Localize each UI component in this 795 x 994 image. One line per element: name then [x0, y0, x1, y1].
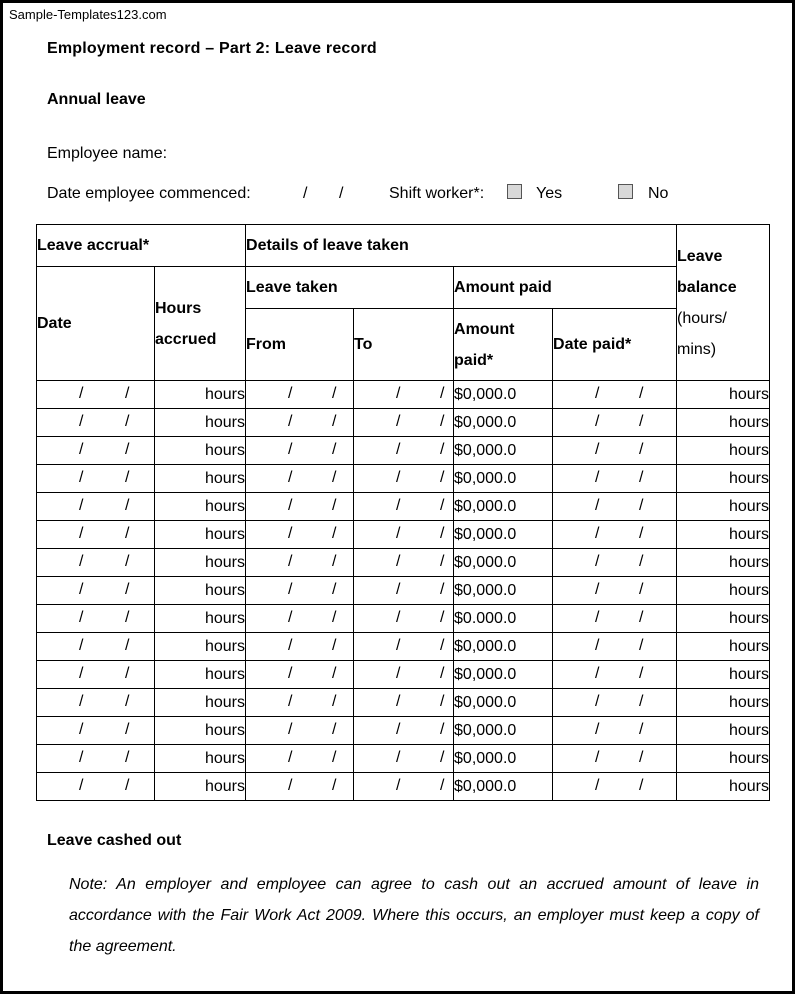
cell-to-value: / — [396, 609, 401, 626]
header-leave-balance-label: Leave balance — [677, 247, 737, 296]
cell-from-value: / — [288, 637, 293, 654]
cell-date-paid[interactable] — [553, 577, 677, 605]
cell-from[interactable] — [246, 577, 354, 605]
cell-from[interactable] — [246, 437, 354, 465]
cell-from-value: / — [288, 721, 293, 738]
cell-leave-balance[interactable]: hours — [677, 493, 770, 521]
date-slash: / — [332, 553, 337, 570]
shift-worker-no-checkbox[interactable] — [618, 184, 633, 199]
header-leave-taken: Leave taken — [246, 267, 454, 309]
date-slash: / — [125, 721, 130, 738]
header-amount-paid-group: Amount paid — [454, 267, 677, 309]
date-slash: / — [125, 581, 130, 598]
cell-to-value: / — [396, 777, 401, 794]
date-slash: / — [125, 637, 130, 654]
table-row — [37, 549, 770, 577]
date-slash: / — [125, 441, 130, 458]
date-slash: / — [125, 385, 130, 402]
table-row — [37, 409, 770, 437]
date-slash: / — [440, 637, 445, 654]
cell-date[interactable] — [37, 493, 155, 521]
cell-from-value: / — [288, 693, 293, 710]
date-slash: / — [639, 581, 644, 598]
cell-to-value: / — [396, 497, 401, 514]
cell-hours-accrued[interactable]: hours — [155, 465, 246, 493]
cell-date-paid[interactable] — [553, 493, 677, 521]
cell-to[interactable] — [354, 773, 454, 801]
date-slash: / — [332, 721, 337, 738]
cell-date-value: / — [79, 665, 84, 682]
date-slash: / — [440, 777, 445, 794]
cell-hours-accrued[interactable]: hours — [155, 605, 246, 633]
date-slash: / — [125, 413, 130, 430]
cell-date-paid[interactable] — [553, 409, 677, 437]
cell-amount-paid[interactable]: $0,000.0 — [454, 437, 553, 465]
date-slash: / — [639, 721, 644, 738]
cell-leave-balance[interactable]: hours — [677, 549, 770, 577]
cell-to-value: / — [396, 665, 401, 682]
cell-date-value: / — [79, 609, 84, 626]
cell-leave-balance[interactable]: hours — [677, 605, 770, 633]
cell-hours-accrued[interactable]: hours — [155, 661, 246, 689]
cell-date-paid-value: / — [595, 441, 600, 458]
cell-date-paid[interactable] — [553, 521, 677, 549]
cell-date[interactable] — [37, 605, 155, 633]
cell-date-value: / — [79, 385, 84, 402]
cell-date-value: / — [79, 497, 84, 514]
cell-from-value: / — [288, 553, 293, 570]
date-slash: / — [639, 469, 644, 486]
table-row — [37, 689, 770, 717]
cell-amount-paid[interactable]: $0,000.0 — [454, 745, 553, 773]
cell-amount-paid[interactable]: $0,000.0 — [454, 717, 553, 745]
table-row — [37, 717, 770, 745]
cell-date[interactable] — [37, 577, 155, 605]
page-title: Employment record – Part 2: Leave record — [47, 40, 377, 57]
cell-from[interactable] — [246, 633, 354, 661]
cell-date[interactable] — [37, 465, 155, 493]
cell-from[interactable] — [246, 661, 354, 689]
date-slash: / — [440, 693, 445, 710]
cell-date-paid-value: / — [595, 637, 600, 654]
cell-amount-paid[interactable]: $0,000.0 — [454, 773, 553, 801]
date-slash: / — [332, 441, 337, 458]
date-slash: / — [639, 525, 644, 542]
cell-amount-paid[interactable]: $0,000.0 — [454, 633, 553, 661]
cell-date[interactable] — [37, 521, 155, 549]
cell-date-paid-value: / — [595, 525, 600, 542]
cell-hours-accrued[interactable]: hours — [155, 745, 246, 773]
date-slash: / — [639, 637, 644, 654]
table-row — [37, 437, 770, 465]
cell-leave-balance[interactable]: hours — [677, 437, 770, 465]
cell-date[interactable] — [37, 745, 155, 773]
cell-hours-accrued[interactable]: hours — [155, 549, 246, 577]
cell-leave-balance[interactable]: hours — [677, 521, 770, 549]
cell-from[interactable] — [246, 717, 354, 745]
shift-worker-yes-checkbox[interactable] — [507, 184, 522, 199]
cell-amount-paid[interactable]: $0,000.0 — [454, 493, 553, 521]
header-date: Date — [37, 267, 155, 381]
date-slash: / — [332, 693, 337, 710]
cell-from[interactable] — [246, 409, 354, 437]
cell-date-paid-value: / — [595, 749, 600, 766]
section-heading-annual-leave: Annual leave — [47, 91, 146, 108]
cell-from-value: / — [288, 525, 293, 542]
cell-to[interactable] — [354, 605, 454, 633]
cell-hours-accrued[interactable]: hours — [155, 381, 246, 409]
header-hours-accrued: Hours accrued — [155, 267, 246, 381]
cell-date-paid[interactable] — [553, 549, 677, 577]
cell-to[interactable] — [354, 577, 454, 605]
header-leave-balance — [677, 225, 770, 381]
shift-worker-yes-label: Yes — [536, 185, 563, 202]
cell-hours-accrued[interactable]: hours — [155, 689, 246, 717]
cell-date[interactable] — [37, 633, 155, 661]
cell-from[interactable] — [246, 521, 354, 549]
cell-date-paid-value: / — [595, 413, 600, 430]
cell-to[interactable] — [354, 661, 454, 689]
date-slash: / — [332, 581, 337, 598]
date-slash: / — [639, 749, 644, 766]
header-amount-paid: Amount paid* — [454, 309, 553, 381]
cell-date-value: / — [79, 721, 84, 738]
date-slash: / — [639, 665, 644, 682]
date-slash: / — [440, 385, 445, 402]
cell-hours-accrued[interactable]: hours — [155, 577, 246, 605]
cell-from[interactable] — [246, 493, 354, 521]
cell-date-paid[interactable] — [553, 437, 677, 465]
cell-hours-accrued[interactable]: hours — [155, 409, 246, 437]
date-slash: / — [440, 609, 445, 626]
table-row — [37, 577, 770, 605]
cell-leave-balance[interactable]: hours — [677, 689, 770, 717]
date-slash: / — [125, 749, 130, 766]
date-slash: / — [332, 525, 337, 542]
shift-worker-no-label: No — [648, 185, 669, 202]
cell-date[interactable] — [37, 437, 155, 465]
cell-to-value: / — [396, 693, 401, 710]
cell-from-value: / — [288, 749, 293, 766]
date-commenced-label: Date employee commenced: — [47, 185, 251, 202]
cell-from-value: / — [288, 581, 293, 598]
cell-date[interactable] — [37, 689, 155, 717]
date-slash: / — [125, 609, 130, 626]
cell-hours-accrued[interactable]: hours — [155, 521, 246, 549]
date-slash: / — [332, 497, 337, 514]
cell-to-value: / — [396, 441, 401, 458]
table-row — [37, 465, 770, 493]
cell-to-value: / — [396, 469, 401, 486]
cell-from-value: / — [288, 385, 293, 402]
date-slash: / — [332, 469, 337, 486]
header-to: To — [354, 309, 454, 381]
date-slash: / — [639, 441, 644, 458]
cell-date-paid[interactable] — [553, 717, 677, 745]
date-slash: / — [639, 385, 644, 402]
cell-to[interactable] — [354, 549, 454, 577]
cell-to-value: / — [396, 581, 401, 598]
cell-to[interactable] — [354, 409, 454, 437]
cell-from[interactable] — [246, 549, 354, 577]
date-slash: / — [440, 525, 445, 542]
cell-from[interactable] — [246, 773, 354, 801]
table-row — [37, 773, 770, 801]
cell-date-paid[interactable] — [553, 465, 677, 493]
cell-amount-paid[interactable]: $0,000.0 — [454, 465, 553, 493]
cell-from[interactable] — [246, 381, 354, 409]
cell-to[interactable] — [354, 381, 454, 409]
cell-date-paid[interactable] — [553, 605, 677, 633]
cell-to-value: / — [396, 553, 401, 570]
cell-to-value: / — [396, 721, 401, 738]
cell-leave-balance[interactable]: hours — [677, 381, 770, 409]
cell-date-paid-value: / — [595, 385, 600, 402]
table-row — [37, 633, 770, 661]
cell-leave-balance[interactable]: hours — [677, 745, 770, 773]
cell-date-value: / — [79, 749, 84, 766]
header-details-of-leave-taken: Details of leave taken — [246, 225, 677, 267]
date-slash: / — [639, 777, 644, 794]
header-from: From — [246, 309, 354, 381]
cell-date[interactable] — [37, 717, 155, 745]
date-slash: / — [639, 553, 644, 570]
cell-to[interactable] — [354, 437, 454, 465]
cell-date-value: / — [79, 413, 84, 430]
cell-date[interactable] — [37, 409, 155, 437]
table-row — [37, 745, 770, 773]
date-slash: / — [125, 553, 130, 570]
date-slash: / — [440, 441, 445, 458]
cell-to-value: / — [396, 385, 401, 402]
date-slash: / — [332, 665, 337, 682]
date-slash: / — [125, 777, 130, 794]
date-slash: / — [440, 469, 445, 486]
cell-date-paid[interactable] — [553, 689, 677, 717]
table-row — [37, 521, 770, 549]
cell-from-value: / — [288, 777, 293, 794]
cell-from-value: / — [288, 469, 293, 486]
header-leave-accrual: Leave accrual* — [37, 225, 246, 267]
cell-date-value: / — [79, 553, 84, 570]
cell-to[interactable] — [354, 689, 454, 717]
date-slash: / — [639, 497, 644, 514]
date-slash: / — [332, 385, 337, 402]
date-slash: / — [125, 665, 130, 682]
cell-date-paid[interactable] — [553, 661, 677, 689]
cell-date-paid-value: / — [595, 693, 600, 710]
cell-to[interactable] — [354, 745, 454, 773]
cell-to[interactable] — [354, 633, 454, 661]
cell-amount-paid[interactable]: $0,000.0 — [454, 577, 553, 605]
cell-date-paid-value: / — [595, 469, 600, 486]
cell-date-paid-value: / — [595, 609, 600, 626]
cell-date-paid-value: / — [595, 721, 600, 738]
table-row — [37, 661, 770, 689]
cell-date-paid[interactable] — [553, 773, 677, 801]
cell-to[interactable] — [354, 521, 454, 549]
cell-amount-paid[interactable]: $0,000.0 — [454, 549, 553, 577]
cell-from[interactable] — [246, 605, 354, 633]
cell-date-paid[interactable] — [553, 745, 677, 773]
date-slash: / — [440, 581, 445, 598]
date-slash: / — [639, 609, 644, 626]
date-slash: / — [332, 637, 337, 654]
cell-leave-balance[interactable]: hours — [677, 661, 770, 689]
cell-date-value: / — [79, 637, 84, 654]
cell-from-value: / — [288, 441, 293, 458]
cell-date[interactable] — [37, 381, 155, 409]
date-slash: / — [332, 609, 337, 626]
cell-date-value: / — [79, 469, 84, 486]
cell-amount-paid[interactable]: $0,000.0 — [454, 409, 553, 437]
date-slash: / — [440, 553, 445, 570]
cell-date-value: / — [79, 525, 84, 542]
cell-from-value: / — [288, 497, 293, 514]
cell-from[interactable] — [246, 465, 354, 493]
date-slash: / — [440, 721, 445, 738]
section-heading-leave-cashed-out: Leave cashed out — [47, 832, 182, 849]
cell-amount-paid[interactable]: $0,000.0 — [454, 689, 553, 717]
employee-name-label: Employee name: — [47, 145, 168, 162]
table-row — [37, 605, 770, 633]
date-slash: / — [332, 413, 337, 430]
cell-date-paid[interactable] — [553, 381, 677, 409]
cell-to-value: / — [396, 749, 401, 766]
cell-leave-balance[interactable]: hours — [677, 633, 770, 661]
shift-worker-label: Shift worker*: — [389, 185, 485, 202]
cell-hours-accrued[interactable]: hours — [155, 493, 246, 521]
header-leave-balance-unit: (hours/ mins) — [677, 309, 727, 358]
date-slash: / — [639, 413, 644, 430]
date-slash: / — [332, 749, 337, 766]
date-slash: / — [125, 693, 130, 710]
leave-record-table — [36, 224, 770, 801]
cell-hours-accrued[interactable]: hours — [155, 633, 246, 661]
cell-to[interactable] — [354, 717, 454, 745]
cell-date[interactable] — [37, 661, 155, 689]
cell-hours-accrued[interactable]: hours — [155, 437, 246, 465]
cell-date-value: / — [79, 693, 84, 710]
date-slash: / — [440, 413, 445, 430]
cell-date-value: / — [79, 441, 84, 458]
cell-amount-paid[interactable]: $0,000.0 — [454, 521, 553, 549]
header-date-paid: Date paid* — [553, 309, 677, 381]
cell-leave-balance[interactable]: hours — [677, 717, 770, 745]
cell-date-paid-value: / — [595, 665, 600, 682]
cell-to-value: / — [396, 637, 401, 654]
cell-to-value: / — [396, 525, 401, 542]
cell-date[interactable] — [37, 773, 155, 801]
note-paragraph: Note: An employer and employee can agree to cash out an accrued amount of leave in accordance with the Fair Work Act 2009. Where this occurs, an employer must keep a copy of the agreement. — [69, 876, 759, 955]
watermark: Sample-Templates123.com — [9, 7, 167, 22]
cell-date-paid-value: / — [595, 777, 600, 794]
cell-leave-balance[interactable]: hours — [677, 577, 770, 605]
cell-hours-accrued[interactable]: hours — [155, 717, 246, 745]
cell-from-value: / — [288, 609, 293, 626]
cell-from[interactable] — [246, 745, 354, 773]
cell-date-paid[interactable] — [553, 633, 677, 661]
cell-to[interactable] — [354, 493, 454, 521]
cell-date-paid-value: / — [595, 581, 600, 598]
date-slash: / — [440, 665, 445, 682]
cell-to[interactable] — [354, 465, 454, 493]
cell-leave-balance[interactable]: hours — [677, 773, 770, 801]
cell-leave-balance[interactable]: hours — [677, 409, 770, 437]
cell-to-value: / — [396, 413, 401, 430]
date-commenced-slash-1: / — [303, 185, 308, 202]
date-slash: / — [125, 525, 130, 542]
date-slash: / — [125, 497, 130, 514]
cell-date-value: / — [79, 777, 84, 794]
cell-date-paid-value: / — [595, 497, 600, 514]
cell-leave-balance[interactable]: hours — [677, 465, 770, 493]
cell-from-value: / — [288, 665, 293, 682]
cell-amount-paid[interactable]: $0,000.0 — [454, 661, 553, 689]
cell-hours-accrued[interactable]: hours — [155, 773, 246, 801]
cell-amount-paid[interactable]: $0.000.0 — [454, 605, 553, 633]
cell-from[interactable] — [246, 689, 354, 717]
table-row — [37, 381, 770, 409]
date-slash: / — [125, 469, 130, 486]
date-slash: / — [440, 497, 445, 514]
date-slash: / — [332, 777, 337, 794]
cell-amount-paid[interactable]: $0,000.0 — [454, 381, 553, 409]
table-row — [37, 493, 770, 521]
cell-date-value: / — [79, 581, 84, 598]
cell-date[interactable] — [37, 549, 155, 577]
date-slash: / — [440, 749, 445, 766]
cell-from-value: / — [288, 413, 293, 430]
cell-date-paid-value: / — [595, 553, 600, 570]
date-commenced-slash-2: / — [339, 185, 344, 202]
date-slash: / — [639, 693, 644, 710]
